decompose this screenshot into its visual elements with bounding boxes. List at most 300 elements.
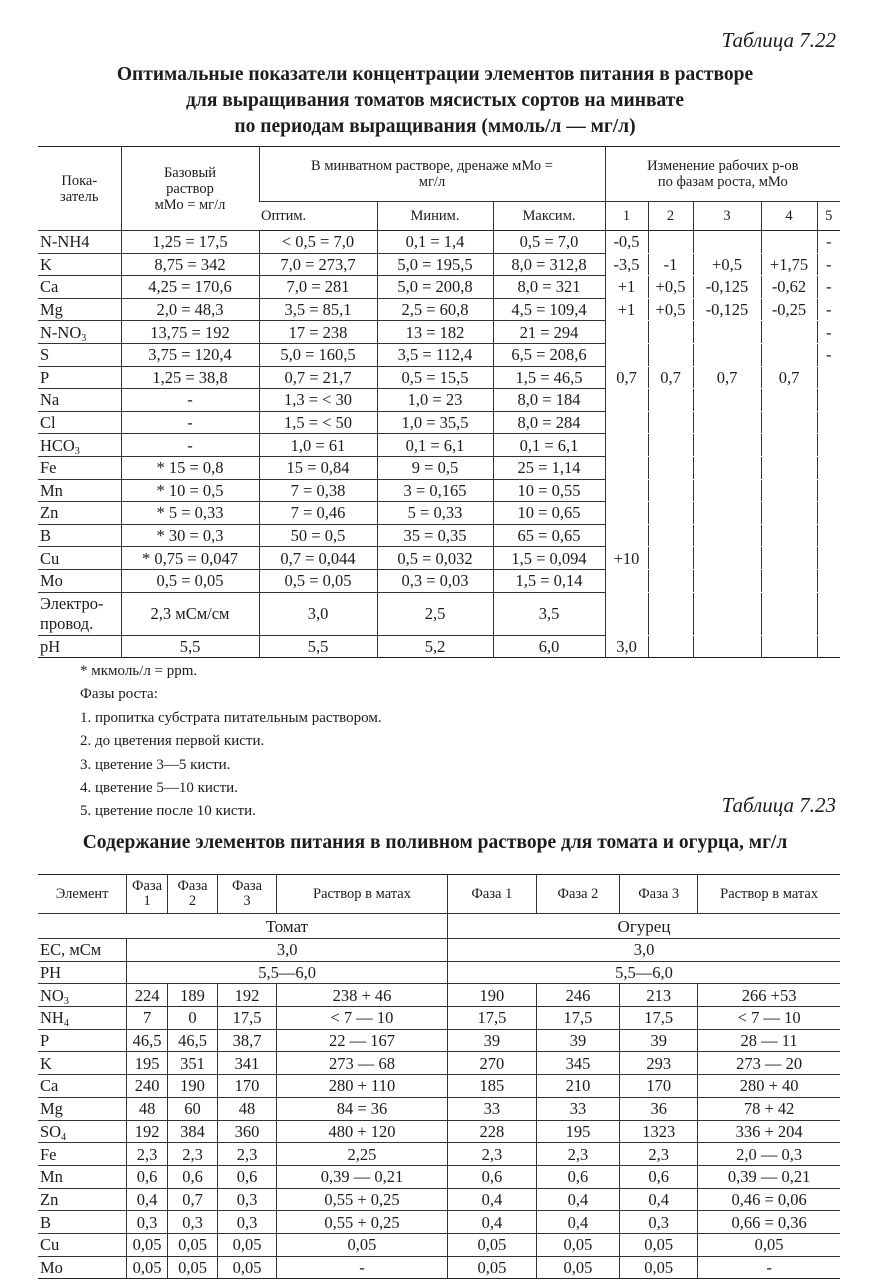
cell: 0,4 [620,1188,698,1211]
group-label-tomato: Томат [127,914,448,939]
element-symbol: Ca [40,1076,59,1096]
table-row [38,1052,840,1075]
cell: 5,0 = 195,5 [377,253,493,276]
note-line: 2. до цветения первой кисти. [80,733,265,750]
cell: 0,05 [536,1256,619,1279]
cell: 8,0 = 184 [493,389,605,412]
cell [761,434,817,457]
row-label [38,276,121,299]
cell [761,231,817,254]
element-subscript: 4 [61,1131,67,1143]
cell: 0,1 = 1,4 [377,231,493,254]
cell [817,524,840,547]
nutrient-optimum-table [38,146,840,658]
cell [605,411,648,434]
cell: 1,0 = 61 [259,434,377,457]
cell: 3 = 0,165 [377,479,493,502]
cell: 360 [218,1120,277,1143]
element-symbol: Mo [40,1257,63,1277]
cell: 0,6 [620,1165,698,1188]
cell: 8,0 = 312,8 [493,253,605,276]
irrigation-solution-table [38,874,840,1279]
element-symbol: B [40,526,52,546]
cell: 3,5 = 112,4 [377,343,493,366]
table-row [38,635,840,658]
cell: 0,05 [448,1233,537,1256]
cell: 2,25 [276,1143,447,1166]
row-label [38,253,121,276]
cell [761,321,817,344]
cell [605,343,648,366]
crop-group-row [38,914,840,939]
cell: -0,5 [605,231,648,254]
cell [648,547,693,570]
row-label [38,1188,127,1211]
element-symbol: Fe [40,1144,57,1164]
table-title [0,830,870,856]
cell: 384 [167,1120,217,1143]
cell: 8,75 = 342 [121,253,259,276]
cell: 15 = 0,84 [259,456,377,479]
element-symbol: Cu [40,548,60,568]
cell: 7,0 = 281 [259,276,377,299]
title-line: Оптимальные показатели концентрации элементов питания в растворе [116,64,754,85]
cell [693,479,761,502]
cell: -0,25 [761,298,817,321]
cell: 7 [127,1007,168,1030]
column-header-tomato-mats: Раствор в матах [276,875,447,914]
row-label [38,635,121,658]
cell [605,456,648,479]
cell: 0,3 [167,1211,217,1234]
cell [817,389,840,412]
cell: +0,5 [648,298,693,321]
cell: - [817,343,840,366]
cell [761,635,817,658]
cell: * 5 = 0,33 [121,502,259,525]
row-label [38,1165,127,1188]
table-row [38,1165,840,1188]
cell: - [817,253,840,276]
cell: - [817,298,840,321]
cell: 21 = 294 [493,321,605,344]
cell: 9 = 0,5 [377,456,493,479]
cell: 3,5 [493,592,605,635]
cell [648,635,693,658]
cell [648,343,693,366]
cell: 0,05 [127,1233,168,1256]
cell: 4,5 = 109,4 [493,298,605,321]
row-label [38,434,121,457]
cell: 0,05 [218,1256,277,1279]
cell: 0,3 [218,1211,277,1234]
element-symbol: pH [40,636,61,656]
element-symbol: K [40,254,52,274]
cell: 270 [448,1052,537,1075]
cell: 17,5 [620,1007,698,1030]
cell: 5,0 = 200,8 [377,276,493,299]
cell: 0,05 [620,1256,698,1279]
header-row [38,875,840,914]
cell: 0,05 [167,1233,217,1256]
table-title [0,62,870,140]
note-line: Фазы роста: [80,686,158,703]
row-label: EC, мСм [38,939,127,962]
cell: 0,7 = 0,044 [259,547,377,570]
element-symbol: Ca [40,277,59,297]
cell: 46,5 [167,1029,217,1052]
group-spacer [38,914,127,939]
cell: * 30 = 0,3 [121,524,259,547]
element-symbol: P [40,367,50,387]
cell: < 0,5 = 7,0 [259,231,377,254]
cell: 3,5 = 85,1 [259,298,377,321]
column-header-tomato-phase: Фаза 1 [127,875,168,914]
table-row [38,1120,840,1143]
table-number-label: Таблица 7.22 [721,28,836,52]
cell: 46,5 [127,1029,168,1052]
cell: < 7 — 10 [698,1007,840,1030]
cell: 65 = 0,65 [493,524,605,547]
row-label [38,411,121,434]
table-row [38,961,840,984]
cell [648,524,693,547]
cell [693,547,761,570]
cell: 1,5 = 46,5 [493,366,605,389]
cell [817,569,840,592]
cell [605,592,648,635]
cell: 39 [448,1029,537,1052]
cell: +1 [605,276,648,299]
row-label [38,298,121,321]
cell [693,389,761,412]
row-label [38,1143,127,1166]
cell: 228 [448,1120,537,1143]
cell: 1,25 = 17,5 [121,231,259,254]
cell: 345 [536,1052,619,1075]
cell: 3,0 [448,939,840,962]
element-symbol: K [40,1053,52,1073]
element-symbol: Cu [40,1235,60,1255]
cell: 273 — 68 [276,1052,447,1075]
cell: +0,5 [648,276,693,299]
cell: 0,4 [448,1188,537,1211]
cell [648,479,693,502]
cell: 48 [218,1097,277,1120]
table-row [38,1029,840,1052]
cell: 0,05 [167,1256,217,1279]
cell: 192 [127,1120,168,1143]
column-header-minimum: Миним. [377,202,493,231]
cell: 33 [536,1097,619,1120]
column-header-cucumber-phase: Фаза 1 [448,875,537,914]
cell [605,569,648,592]
cell: 5,5 [259,635,377,658]
cell [648,389,693,412]
cell: 13,75 = 192 [121,321,259,344]
row-label [38,1052,127,1075]
row-label [38,569,121,592]
table-row [38,1097,840,1120]
row-label [38,456,121,479]
note-line: * мкмоль/л = ppm. [80,663,198,679]
column-header-cucumber-phase: Фаза 3 [620,875,698,914]
table-row [38,231,840,254]
cell: 39 [536,1029,619,1052]
cell: 224 [127,984,168,1007]
cell: 0,4 [448,1211,537,1234]
cell: +1,75 [761,253,817,276]
cell: 3,0 [605,635,648,658]
cell [693,231,761,254]
cell [648,411,693,434]
cell: 25 = 1,14 [493,456,605,479]
cell: 0,6 [127,1165,168,1188]
table-number-label: Таблица 7.23 [721,793,836,817]
table-row [38,389,840,412]
cell: - [121,434,259,457]
cell: 0,05 [276,1233,447,1256]
cell [693,434,761,457]
cell [648,456,693,479]
cell: -0,62 [761,276,817,299]
table-row [38,253,840,276]
cell: 17 = 238 [259,321,377,344]
row-label [38,502,121,525]
row-label [38,231,121,254]
cell: 0,05 [620,1233,698,1256]
element-subscript: 4 [63,1018,69,1030]
cell: 7 = 0,38 [259,479,377,502]
cell: 0,1 = 6,1 [493,434,605,457]
element-symbol: Mo [40,571,63,591]
cell: 170 [620,1075,698,1098]
cell [761,592,817,635]
cell: 273 — 20 [698,1052,840,1075]
cell: 0,46 = 0,06 [698,1188,840,1211]
cell: 240 [127,1075,168,1098]
cell [648,569,693,592]
cell: -3,5 [605,253,648,276]
cell: - [817,321,840,344]
table-row [38,1007,840,1030]
table-row [38,592,840,635]
cell: 39 [620,1029,698,1052]
cell: 2,0 — 0,3 [698,1143,840,1166]
column-header-tomato-phase: Фаза 3 [218,875,277,914]
cell [761,479,817,502]
row-label [38,547,121,570]
cell: 2,3 [620,1143,698,1166]
cell: 293 [620,1052,698,1075]
cell [817,547,840,570]
cell: - [121,389,259,412]
cell [817,479,840,502]
cell: +0,5 [693,253,761,276]
cell: 5,5—6,0 [448,961,840,984]
cell: 351 [167,1052,217,1075]
cell: 5,5—6,0 [127,961,448,984]
element-symbol: Zn [40,1189,59,1209]
cell: 0,4 [127,1188,168,1211]
cell: 0,4 [536,1188,619,1211]
cell [761,389,817,412]
cell: 4,25 = 170,6 [121,276,259,299]
cell [817,411,840,434]
element-symbol: P [40,1031,50,1051]
cell: 0,5 = 15,5 [377,366,493,389]
title-line: по периодам выращивания (ммоль/л — мг/л) [234,116,636,137]
table-row [38,456,840,479]
cell [761,411,817,434]
cell: 1323 [620,1120,698,1143]
column-header-phase: 5 [817,202,840,231]
title-line: для выращивания томатов мясистых сортов на минвате [186,90,684,111]
column-header-phase-changes: Изменение рабочих р-ов по фазам роста, мМо [605,147,840,202]
element-symbol: HCO [40,435,75,455]
column-header-base-solution: Базовый раствор мМо = мг/л [121,147,259,231]
column-header-tomato-phase: Фаза 2 [167,875,217,914]
cell [605,389,648,412]
cell: 0,05 [536,1233,619,1256]
cell: 0,5 = 0,05 [121,569,259,592]
table-row [38,1233,840,1256]
cell: 0,39 — 0,21 [698,1165,840,1188]
cell: 17,5 [218,1007,277,1030]
cell: 280 + 40 [698,1075,840,1098]
cell: - [276,1256,447,1279]
column-header-mineral-wool: В минватном растворе, дренаже мМо = мг/л [259,147,605,202]
table-row [38,1075,840,1098]
cell: 0,7 = 21,7 [259,366,377,389]
table-row [38,939,840,962]
cell [605,524,648,547]
column-header-element: Элемент [38,875,127,914]
element-symbol: N-NH4 [40,232,90,252]
cell [648,592,693,635]
cell [693,321,761,344]
cell: 22 — 167 [276,1029,447,1052]
row-label [38,1211,127,1234]
cell: 2,3 [448,1143,537,1166]
element-subscript: 3 [81,332,87,344]
row-label [38,1007,127,1030]
header-row [38,147,840,202]
cell: 17,5 [536,1007,619,1030]
cell: 210 [536,1075,619,1098]
row-label: PH [38,961,127,984]
cell: - [817,276,840,299]
cell: 2,5 [377,592,493,635]
cell: 195 [536,1120,619,1143]
element-symbol: N-NO [40,322,82,342]
table-row [38,366,840,389]
cell [761,502,817,525]
cell: 13 = 182 [377,321,493,344]
cell: - [817,231,840,254]
cell [693,456,761,479]
cell: 28 — 11 [698,1029,840,1052]
cell: 0,05 [698,1233,840,1256]
element-symbol: B [40,1212,52,1232]
cell: 266 +53 [698,984,840,1007]
row-label [38,1120,127,1143]
cell: * 15 = 0,8 [121,456,259,479]
cell: 50 = 0,5 [259,524,377,547]
table-row [38,1188,840,1211]
cell: 2,3 [218,1143,277,1166]
note-line: 4. цветение 5—10 кисти. [80,780,238,797]
cell: - [121,411,259,434]
cell: 36 [620,1097,698,1120]
cell: 1,0 = 23 [377,389,493,412]
cell [817,592,840,635]
cell: 6,5 = 208,6 [493,343,605,366]
element-symbol: Fe [40,458,57,478]
cell: 190 [167,1075,217,1098]
table-row [38,298,840,321]
cell: 0,7 [761,366,817,389]
cell: 246 [536,984,619,1007]
cell [761,524,817,547]
cell: 8,0 = 284 [493,411,605,434]
cell: 190 [448,984,537,1007]
table-row [38,1143,840,1166]
cell: 5 = 0,33 [377,502,493,525]
row-label [38,321,121,344]
note-line: 1. пропитка субстрата питательным раствором. [80,709,382,726]
cell: 0,6 [167,1165,217,1188]
cell: 38,7 [218,1029,277,1052]
cell [817,434,840,457]
cell: 7 = 0,46 [259,502,377,525]
cell: 0,7 [605,366,648,389]
element-symbol: Mn [40,480,63,500]
cell [693,502,761,525]
column-header-cucumber-phase: Фаза 2 [536,875,619,914]
cell: 35 = 0,35 [377,524,493,547]
cell [693,635,761,658]
cell: 2,0 = 48,3 [121,298,259,321]
cell: 195 [127,1052,168,1075]
element-symbol: S [40,345,50,365]
cell [648,321,693,344]
cell [605,502,648,525]
cell: 0,6 [536,1165,619,1188]
cell: 2,3 [536,1143,619,1166]
cell: 0,66 = 0,36 [698,1211,840,1234]
cell: 0,55 + 0,25 [276,1211,447,1234]
table-row [38,524,840,547]
cell: 1,5 = < 50 [259,411,377,434]
cell: 0,6 [448,1165,537,1188]
row-label [38,984,127,1007]
table-row [38,276,840,299]
cell [761,456,817,479]
cell: 3,75 = 120,4 [121,343,259,366]
element-subscript: 3 [63,995,69,1007]
column-header-optimal: Оптим. [259,202,377,231]
cell: 5,0 = 160,5 [259,343,377,366]
cell: 192 [218,984,277,1007]
cell: 0,1 = 6,1 [377,434,493,457]
column-header-indicator: Пока- затель [38,147,121,231]
cell [761,547,817,570]
cell: 0,3 [218,1188,277,1211]
cell: 185 [448,1075,537,1098]
cell: 3,0 [259,592,377,635]
row-label [38,366,121,389]
